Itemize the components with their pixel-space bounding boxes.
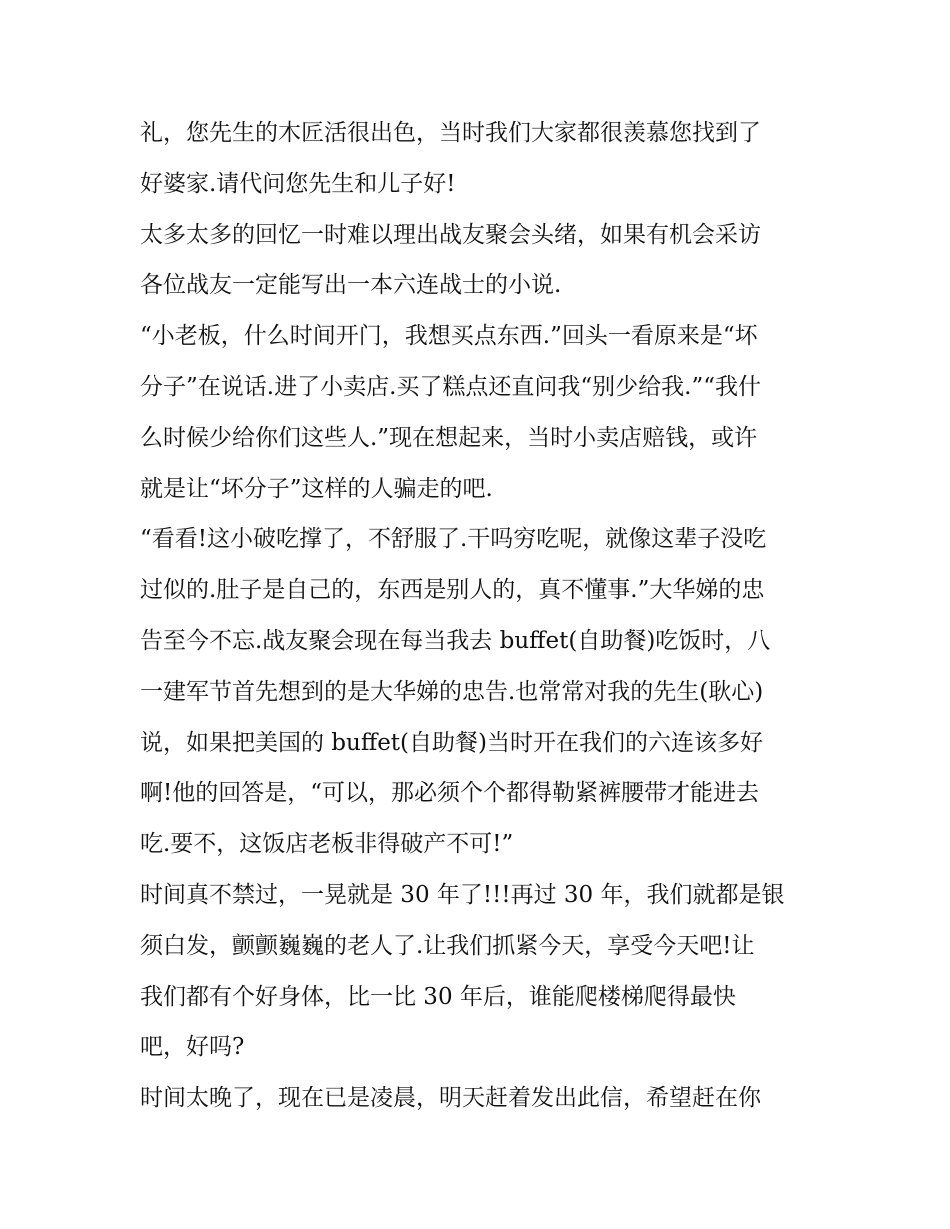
- letter-body: [140, 108, 820, 1124]
- text-line: 告至今不忘.战友聚会现在每当我去 buffet(自助餐)吃饭时，八: [140, 627, 771, 654]
- text-line: 须白发，颤颤巍巍的老人了.让我们抓紧今天，享受今天吧!让: [140, 932, 755, 959]
- text-line: 过似的.肚子是自己的，东西是别人的，真不懂事.”大华娣的忠: [140, 577, 765, 604]
- text-line: 么时候少给你们这些人.”现在想起来，当时小卖店赔钱，或许: [140, 424, 758, 451]
- text-line: 啊!他的回答是，“可以，那必须个个都得勒紧裤腰带才能进去: [140, 780, 760, 807]
- text-line: 一建军节首先想到的是大华娣的忠告.也常常对我的先生(耿心): [140, 678, 764, 705]
- text-line: 吧，好吗?: [140, 1034, 245, 1061]
- text-line: “看看!这小破吃撑了，不舒服了.干吗穷吃呢，就像这辈子没吃: [140, 526, 767, 553]
- text-line: 时间太晚了，现在已是凌晨，明天赶着发出此信，希望赶在你: [140, 1085, 761, 1112]
- text-line: 礼，您先生的木匠活很出色，当时我们大家都很羡慕您找到了: [140, 120, 761, 146]
- text-line: 说，如果把美国的 buffet(自助餐)当时开在我们的六连该多好: [140, 729, 763, 756]
- text-line: 太多太多的回忆一时难以理出战友聚会头绪，如果有机会采访: [140, 221, 761, 248]
- text-line: 好婆家.请代问您先生和儿子好!: [140, 170, 456, 197]
- text-line: 时间真不禁过，一晃就是 30 年了!!!再过 30 年，我们就都是银: [140, 881, 785, 908]
- text-line: 就是让“坏分子”这样的人骗走的吧.: [140, 475, 493, 502]
- text-line: 吃.要不，这饭店老板非得破产不可!”: [140, 831, 514, 858]
- text-line: 各位战友一定能写出一本六连战士的小说.: [140, 272, 562, 299]
- text-line: “小老板，什么时间开门，我想买点东西.”回头一看原来是“坏: [140, 323, 758, 350]
- text-line: 分子”在说话.进了小卖店.买了糕点还直问我“别少给我.”“我什: [140, 373, 761, 400]
- text-line: 我们都有个好身体，比一比 30 年后，谁能爬楼梯爬得最快: [140, 983, 736, 1010]
